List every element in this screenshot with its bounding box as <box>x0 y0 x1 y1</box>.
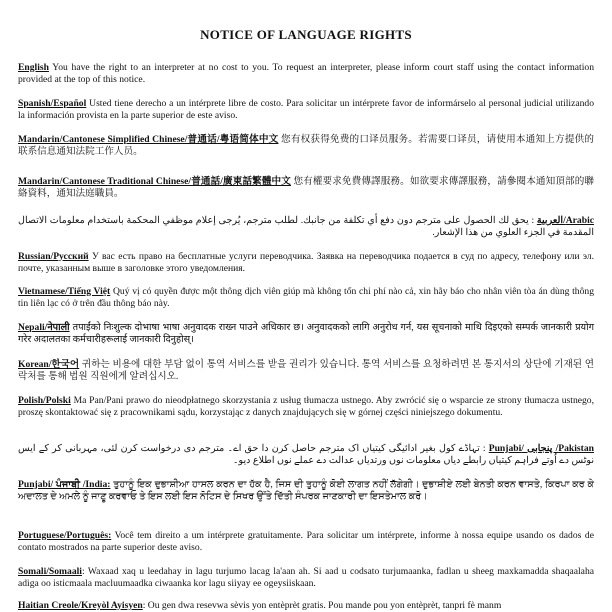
language-notice-text: Quý vị có quyền được một thông dịch viên giúp mà không tốn chi phí nào cả, xin hãy báo cho nhân viên tòa án dùng thông tin liên lạc có ở trên đầu thông báo này. <box>18 285 594 309</box>
language-label: Polish/Polski <box>18 394 71 406</box>
language-label: Haitian Creole/Kreyòl Ayisyen <box>18 599 143 611</box>
language-notice-text: You have the right to an interpreter at no cost to you. To request an interpreter, please inform court staff using the contact information provided at the top of this notice. <box>18 61 594 85</box>
language-notice-text: तपाईंको निःशुल्क दोभाषा भाषा अनुवादक राख्न पाउने अधिकार छ। अनुवादकको लागि अनुरोध गर्न, यस सूचनाको माथि दिइएको सम्पर्क जानकारी प्रयोग गरेर अदालतका कर्मचारीहरूलाई जानकारी दिनुहोस्। <box>18 321 594 345</box>
entry-nepali <box>18 322 594 347</box>
entry-portuguese <box>18 530 594 555</box>
language-notice-text: : Ou gen dwa resevwa sèvis yon entèprèt gratis. Pou mande pou yon entèprèt, tanpri fè manm <box>142 599 502 611</box>
entry-polish <box>18 395 594 420</box>
language-label: Vietnamese/Tiếng Việt <box>18 285 111 297</box>
entry-simplified-chinese <box>18 134 594 159</box>
language-notice-text: 您有权获得免费的口译员服务。若需要口译员，请使用本通知上方提供的联系信息通知法院工作人员。 <box>18 133 594 157</box>
language-label: Spanish/Español <box>18 97 87 109</box>
language-label: Somali/Somaali <box>18 565 82 577</box>
language-notice-text: Ma Pan/Pani prawo do nieodpłatnego skorzystania z usług tłumacza ustnego. Aby zwrócić się o wsparcie ze strony tłumacza ustnego, proszę skontaktować się z pracownikami sądu, korzystając z danych znajdujących się w górnej części niniejszego dokumentu. <box>18 394 594 418</box>
language-notice-text: ਤੁਹਾਨੂੰ ਇਕ ਦੁਭਾਸ਼ੀਆ ਹਾਸਲ ਕਰਨ ਦਾ ਹੱਕ ਹੈ, ਜਿਸ ਦੀ ਤੁਹਾਨੂੰ ਕੋਈ ਲਾਗਤ ਨਹੀਂ ਲੱਗੇਗੀ। ਦੁਭਾਸ਼ੀਏ ਲਈ ਬੇਨਤੀ ਕਰਨ ਵਾਸਤੇ, ਕਿਰਪਾ ਕਰ ਕੇ ਅਦਾਲਤ ਦੇ ਅਮਲੇ ਨੂੰ ਜਾਣੂ ਕਰਵਾਓ ਤੇ ਇਸ ਲਈ ਇਸ ਨੋਟਿਸ ਦੇ ਸਿਖਰ ਉੱਤੇ ਦਿੱਤੀ ਸੰਪਰਕ ਜਾਣਕਾਰੀ ਦਾ ਇਸਤੇਮਾਲ ਕਰੋ। <box>18 478 594 502</box>
language-label: English <box>18 61 49 73</box>
entry-somali <box>18 566 594 591</box>
entry-punjabi-india <box>18 479 594 504</box>
language-notice-text: 귀하는 비용에 대한 부담 없이 통역 서비스를 받을 권리가 있습니다. 통역 서비스를 요청하려면 본 통지서의 상단에 기재된 연락처를 통해 법원 직원에게 알려십시오. <box>18 358 594 382</box>
entry-vietnamese <box>18 286 594 311</box>
entry-english <box>18 62 594 87</box>
language-notice-text: Você tem direito a um intérprete gratuitamente. Para solicitar um intérprete, informe à nossa equipe usando os dados de contato mostrados na parte superior deste aviso. <box>18 529 594 553</box>
entry-haitian-creole <box>18 600 594 612</box>
entry-arabic <box>18 215 594 240</box>
language-label: Punjabi/ ਪੰਜਾਬੀ /India: <box>18 478 111 490</box>
entry-pakistan-punjabi <box>18 443 594 468</box>
entry-spanish <box>18 98 594 123</box>
language-notice-text: У вас есть право на бесплатные услуги переводчика. Заявка на переводчика подается в суд по адресу, телефону или эл. почте, указанным выше в заголовке этого уведомления. <box>18 250 594 274</box>
language-notice-text: : يحق لك الحصول على مترجم دون دفع أي تكلفة من جانبك. لطلب مترجم، يُرجى إعلام موظفي المحكمة باستخدام معلومات الاتصال المقدمة في الجزء العلوي من هذا الإشعار. <box>18 214 594 238</box>
entry-korean <box>18 359 594 384</box>
language-label: Mandarin/Cantonese Traditional Chinese/普通話/廣東話繁體中文 <box>18 175 291 187</box>
entry-traditional-chinese <box>18 176 594 201</box>
language-label: Russian/Русский <box>18 250 89 262</box>
language-notice-text: Usted tiene derecho a un intérprete libre de costo. Para solicitar un intérprete favor de informárselo al personal judicial utilizando la información provista en la parte superior de este aviso. <box>18 97 594 121</box>
language-label: Pakistan/ پنجابی /Punjabi <box>488 442 594 454</box>
language-notice-text: 您有權要求免費傳譯服務。如欲要求傳譯服務，請參閱本通知頂部的聯絡資料，通知法庭職員。 <box>18 175 594 199</box>
language-notice-text: : تہاڈے کول بغیر ادائیگی کیتیاں اک مترجم حاصل کرن دا حق اے۔ مترجم دی درخواست کرن لئی، مہربانی کر کے ایس نوٹس دے اُوتے فراہم کیتیاں رابطے دیاں معلومات نوں ورتدیاں عدالت دے عملے نوں اطلاع دیو۔ <box>18 442 594 466</box>
page-title: NOTICE OF LANGUAGE RIGHTS <box>200 27 412 42</box>
language-notice-text: : Waxaad xaq u leedahay in lagu turjumo lacag la'aan ah. Si aad u codsato turjumaanka, fadlan u sheeg maxkamadda shaqaalaha adiga oo isticmaala macluumaadka ciwaanka kor lagu siiyay ee ogeysiiskaan. <box>18 565 594 589</box>
language-label: Arabic/العربية <box>536 214 594 226</box>
language-label: Nepali/नेपाली <box>18 321 70 333</box>
language-label: Portuguese/Português: <box>18 529 112 541</box>
entry-russian <box>18 251 594 276</box>
language-label: Korean/한국어 <box>18 358 80 370</box>
language-label: Mandarin/Cantonese Simplified Chinese/普通话/粤语简体中文 <box>18 133 279 145</box>
